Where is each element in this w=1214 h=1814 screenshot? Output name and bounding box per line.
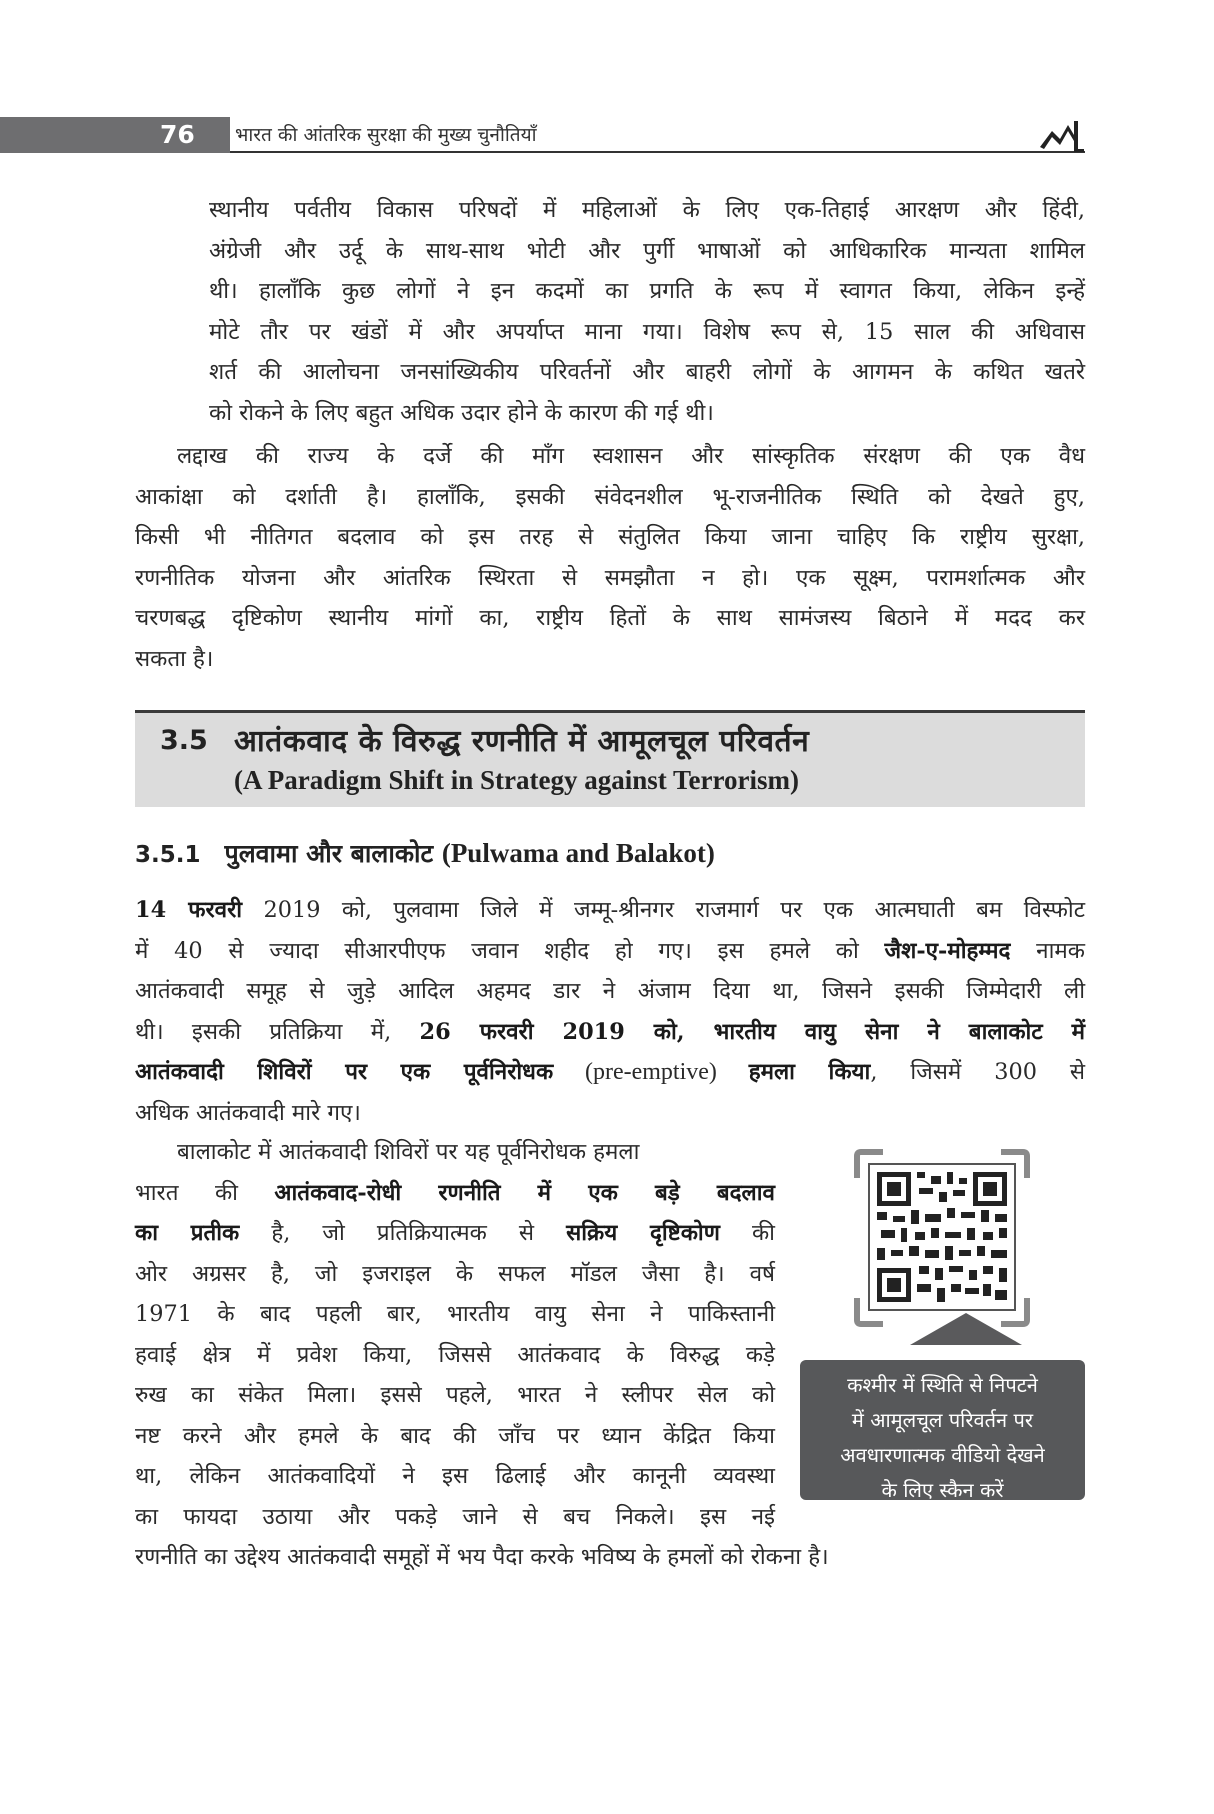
bold-text: आतंकवादी शिविरों पर एक पूर्वनिरोधक — [135, 1059, 554, 1085]
text-line: थी। हालाँकि कुछ लोगों ने इन कदमों का प्रगति के रूप में स्वागत किया, लेकिन इन्हें — [209, 278, 1085, 304]
text-line: हवाई क्षेत्र में प्रवेश किया, जिससे आतंकवाद के विरुद्ध कड़े — [135, 1341, 775, 1368]
subsection-heading — [135, 836, 715, 870]
text-run: भारत की — [135, 1179, 275, 1206]
text-line: का फायदा उठाया और पकड़े जाने से बच निकले। इस नई — [135, 1503, 775, 1530]
text-line: बालाकोट में आतंकवादी शिविरों पर यह पूर्वनिरोधक हमला — [177, 1139, 640, 1165]
text-line: रणनीतिक योजना और आंतरिक स्थिरता से समझौता न हो। एक सूक्ष्म, परामर्शात्मक और — [135, 564, 1085, 591]
text-line — [135, 1012, 1085, 1053]
qr-caption-line: अवधारणात्मक वीडियो देखने — [840, 1443, 1045, 1467]
text-line: नष्ट करने और हमले के बाद की जाँच पर ध्यान केंद्रित किया — [135, 1422, 775, 1449]
bold-text: का प्रतीक — [135, 1220, 240, 1246]
text-line: रणनीति का उद्देश्य आतंकवादी समूहों में भय पैदा करके भविष्य के हमलों को रोकना है। — [135, 1544, 829, 1570]
text-line: ओर अग्रसर है, जो इजराइल के सफल मॉडल जैसा है। वर्ष — [135, 1260, 775, 1287]
bold-text: हमला किया — [748, 1059, 871, 1085]
header-rule — [230, 151, 1085, 153]
text-line: रुख का संकेत मिला। इससे पहले, भारत ने स्लीपर सेल को — [135, 1382, 775, 1408]
text-line — [135, 1173, 775, 1214]
qr-caption-line: के लिए स्कैन करें — [881, 1478, 1004, 1502]
text-line: आतंकवादी समूह से जुड़े आदिल अहमद डार ने अंजाम दिया था, जिसने इसकी जिम्मेदारी ली — [135, 978, 1085, 1004]
intro-paragraph — [209, 190, 1085, 433]
text-line — [135, 890, 1085, 931]
text-line — [135, 1052, 1085, 1093]
subsection-title-hindi: पुलवामा और बालाकोट — [224, 839, 434, 868]
qr-caption-line: में आमूलचूल परिवर्तन पर — [851, 1408, 1034, 1432]
section-title-english: (A Paradigm Shift in Strategy against Terrorism) — [234, 765, 799, 795]
text-line: को रोकने के लिए बहुत अधिक उदार होने के कारण की गई थी। — [209, 399, 714, 426]
qr-pointer-arrow — [910, 1313, 1022, 1345]
running-header — [0, 117, 1085, 153]
text-line: 1971 के बाद पहली बार, भारतीय वायु सेना ने पाकिस्तानी — [135, 1301, 775, 1327]
text-line: किसी भी नीतिगत बदलाव को इस तरह से संतुलित किया जाना चाहिए कि राष्ट्रीय सुरक्षा, — [135, 524, 1085, 550]
qr-code-icon[interactable] — [853, 1148, 1031, 1328]
text-run: , जिसमें 300 से — [870, 1059, 1085, 1085]
text-line: था, लेकिन आतंकवादियों ने इस ढिलाई और कानूनी व्यवस्था — [135, 1463, 775, 1489]
publisher-logo-icon — [1038, 117, 1086, 155]
text-line — [135, 1213, 775, 1254]
text-line: आकांक्षा को दर्शाती है। हालाँकि, इसकी संवेदनशील भू-राजनीतिक स्थिति को देखते हुए, — [135, 483, 1085, 510]
text-line: चरणबद्ध दृष्टिकोण स्थानीय मांगों का, राष्ट्रीय हितों के साथ सामंजस्य बिठाने में मदद कर — [135, 605, 1085, 631]
qr-caption-line: कश्मीर में स्थिति से निपटने — [847, 1373, 1038, 1397]
pulwama-paragraph — [135, 890, 1085, 1133]
text-run: 2019 को, पुलवामा जिले में जम्मू-श्रीनगर राजमार्ग पर एक आत्मघाती बम विस्फोट — [242, 897, 1085, 923]
text-run: की — [719, 1220, 775, 1246]
subsection-title-english: (Pulwama and Balakot) — [441, 838, 715, 868]
bold-text: 26 फरवरी 2019 को, भारतीय वायु सेना ने बालाकोट में — [419, 1018, 1085, 1045]
qr-caption — [800, 1360, 1085, 1500]
bold-text: सक्रिय दृष्टिकोण — [566, 1220, 720, 1246]
text-line: सकता है। — [135, 645, 214, 672]
text-run: है, जो प्रतिक्रियात्मक से — [239, 1220, 567, 1246]
text-line: शर्त की आलोचना जनसांख्यिकीय परिवर्तनों और बाहरी लोगों के आगमन के कथित खतरे — [209, 359, 1085, 385]
text-line — [135, 931, 1085, 972]
text-line: मोटे तौर पर खंडों में और अपर्याप्त माना गया। विशेष रूप से, 15 साल की अधिवास — [209, 318, 1085, 345]
text-run: (pre-emptive) — [553, 1059, 749, 1085]
section-title-hindi: आतंकवाद के विरुद्ध रणनीति में आमूलचूल परिवर्तन — [234, 724, 810, 759]
text-run: में 40 से ज्यादा सीआरपीएफ जवान शहीद हो गए। इस हमले को — [135, 937, 885, 964]
text-run: नामक — [1010, 937, 1085, 964]
text-line: अंग्रेजी और उर्दू के साथ-साथ भोटी और पुर्गी भाषाओं को आधिकारिक मान्यता शामिल — [209, 237, 1085, 264]
subsection-number: 3.5.1 — [135, 842, 201, 868]
bold-text: जैश-ए-मोहम्मद — [884, 937, 1011, 964]
balakot-paragraph-last-line — [135, 1537, 1085, 1578]
bold-text: 14 फरवरी — [135, 897, 243, 923]
running-title: भारत की आंतरिक सुरक्षा की मुख्य चुनौतियाँ — [235, 124, 537, 146]
section-heading — [135, 710, 1085, 807]
ladakh-paragraph — [135, 436, 1085, 679]
text-line: लद्दाख की राज्य के दर्जे की माँग स्वशासन और सांस्कृतिक संरक्षण की एक वैध — [177, 443, 1085, 469]
text-run: थी। इसकी प्रतिक्रिया में, — [135, 1018, 420, 1045]
balakot-paragraph — [135, 1132, 775, 1537]
page-number: 76 — [160, 120, 195, 149]
section-number: 3.5 — [160, 725, 208, 756]
text-line: स्थानीय पर्वतीय विकास परिषदों में महिलाओं के लिए एक-तिहाई आरक्षण और हिंदी, — [209, 197, 1085, 223]
bold-text: आतंकवाद-रोधी रणनीति में एक बड़े बदलाव — [274, 1179, 775, 1206]
text-line: अधिक आतंकवादी मारे गए। — [135, 1099, 361, 1126]
